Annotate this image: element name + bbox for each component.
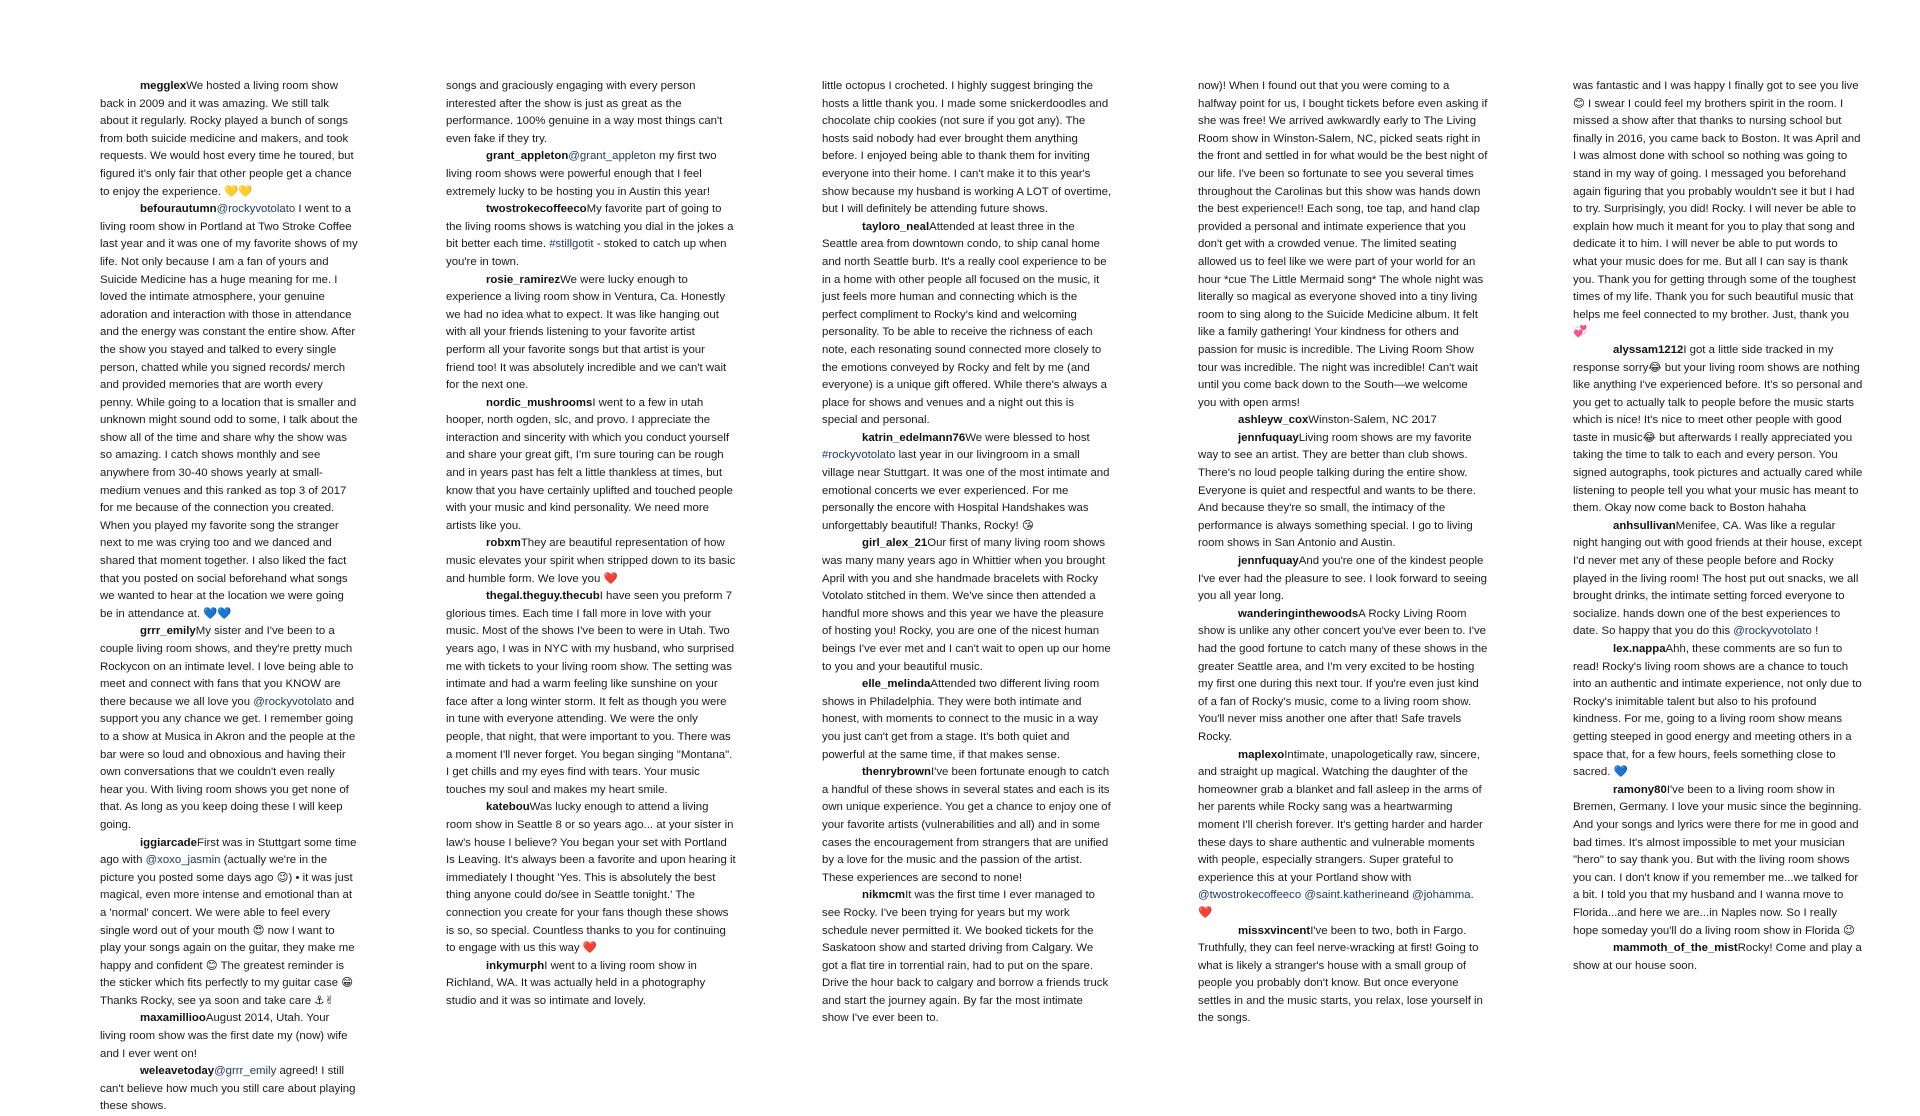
comment-username[interactable]: lex.nappa (1613, 643, 1666, 655)
comment-text: now)! When I found out that you were coming to a halfway point for us, I bought tickets before even asking if she was free! We arrived awkwardly early to The Living Room show in Winston-Salem, NC, picked seats right in the front and settled in for what would be the best night of our life. I've been so fortunate to see you several times throughout the Carolinas but this show was hands down the best experience!! Each song, toe tap, and hand clap provided a personal and intimate experience that you don't get with a crowded venue. The limited seating allowed us to feel like we were part of your world for an hour *cue The Little Mermaid song* The whole night was literally so magical as everyone shoved into a tiny living room to sing along to the Suicide Medicine album. It felt like a family gathering! Your kindness for others and passion for music is incredible. The Living Room Show tour was incredible. The night was incredible! Can't wait until you come back down to the South—we welcome you with open arms! (1198, 80, 1488, 409)
comment-text: I have seen you preform 7 glorious times. Each time I fall more in love with your music. Most of the shows I've been to were in Utah. Two years ago, I was in NYC with my husband, who surprised me with tickets to your living room show. The setting was intimate and had a warm feeling like sunshine on your face after a long winter storm. It felt as though you were in tune with everyone attending. We were the only people, that night, that were important to you. There was a moment I'll never forget. You began singing "Montana". I get chills and my eyes find with tears. Your music touches my soul and makes my heart smile. (446, 590, 735, 796)
comment (822, 78, 1112, 219)
comment (446, 148, 736, 201)
comment-text: my first two living room shows were powerful enough that I feel extremely lucky to be hosting you in Austin this year! (446, 150, 717, 198)
comment (100, 835, 358, 1011)
comment-username[interactable]: mammoth_of_the_mist (1613, 942, 1738, 955)
comment (822, 535, 1112, 676)
comment-username[interactable]: grrr_emily (140, 625, 196, 638)
comment-text: agreed! I still can't believe how much you still care about playing these shows. (100, 1065, 356, 1113)
comment-column-3 (822, 78, 1112, 1025)
comment-username[interactable]: ramony80 (1613, 783, 1667, 796)
comment-hashtag[interactable]: #rockyvotolato (822, 449, 896, 462)
comment-text: Was lucky enough to attend a living room show in Seattle 8 or so years ago... at your sister in law's house I believe? You began your set with Portland Is Leaving. It's always been a favorite and upon hearing it immediately I thought 'Yes. This is absolutely the best thing anyone could do/see in Seattle tonight.' The connection you create for your fans though these shows is so, so special. Countless thanks to you for continuing to engage with us this way ❤️ (446, 801, 736, 955)
comment-text: It was the first time I ever managed to see Rocky. I've been trying for years but my work schedule never permitted it. We booked tickets for the Saskatoon show and started driving from Calgary. We got a flat tire in torrential rain, had to put on the spare. Drive the hour back to calgary and borrow a friends truck and start the journey again. By far the most intimate show I've ever been to. (822, 889, 1109, 1025)
comment-username[interactable]: robxm (486, 537, 521, 550)
comment-username[interactable]: rosie_ramirez (486, 273, 561, 286)
comment-text: First was in Stuttgart some time ago with (100, 836, 357, 867)
comment (446, 78, 736, 148)
comment-username[interactable]: megglex (140, 80, 187, 92)
comment-text: I've been fortunate enough to catch a handful of these shows in several states and each is its own unique experience. You get a chance to enjoy one of your favorite artists (vulnerabilities and all) and in some cases the encouragement from strangers that are unified by a love for the music and the passion of the artist. These experiences are second to none! (822, 766, 1111, 884)
comment-text: I went to a living room show in Richland, WA. It was actually held in a photography studio and it was so intimate and lovely. (446, 959, 706, 1007)
comment (822, 676, 1112, 764)
comment (446, 395, 736, 536)
comment-text: Attended at least three in the Seattle area from downtown condo, to ship canal home and north Seattle burb. It's a really cool experience to be in a home with other people all focused on the music, it just feels more human and connecting which is the perfect compliment to Rocky's kind and welcoming personality. To be able to receive the richness of each note, each resonating sound connected more closely to the emotions conveyed by Rocky and felt by me (and everyone) is a unique gift offered. While there's always a place for shows and venues and a night out this is special and personal. (822, 220, 1107, 427)
comment-username[interactable]: jennfuquay (1238, 555, 1299, 568)
comment-username[interactable]: thenrybrown (862, 766, 931, 779)
comment-text: Winston-Salem, NC 2017 (1308, 414, 1437, 427)
comment-text: I went to a living room show in Portland at Two Stroke Coffee last year and it was one of my favorite shows of my life. Not only because I am a fan of yours and Suicide Medicine has a huge meaning for me. I loved the intimate atmosphere, your genuine adoration and interaction with those in attendance and the energy was constant the entire show. After the show you stayed and talked to every single person, chatted while you signed records/ merch and provided memories that are worth every penny. While going to a location that is smaller and unknown might sound odd to some, I talk about the show all of the time and share why the show was so amazing. I catch shows monthly and see anywhere from 30-40 shows yearly at small-medium venues and this ranked as top 3 of 2017 for me because of the connection you created. When you played my favorite song the stranger next to me was crying too and we danced and shared that moment together. I also liked the fact that you posted on social beforehand what songs we wanted to hear at the location we were going be in attendance at. 💙💙 (100, 203, 358, 620)
comment (1573, 940, 1863, 975)
comment (446, 588, 736, 799)
comment-mention[interactable]: @johamma (1412, 889, 1471, 902)
comment-column-2 (446, 78, 736, 1008)
comment-text: . ❤️ (1198, 889, 1474, 919)
comment-text: Attended two different living room shows in Philadelphia. They were both intimate and honest, with moments to connect to the music in a way you just can't get from a stage. It's both quiet and powerful at the same time, if that makes sense. (822, 678, 1100, 761)
comment-text: little octopus I crocheted. I highly suggest bringing the hosts a little thank you. I made some snickerdoodles and chocolate chip cookies (not sure if you got any). The hosts said nobody had ever brought them anything before. I enjoyed being able to thank them for inviting everyone into their home. I can't make it to this year's show because my husband is working A LOT of overtime, but I will definitely be attending future shows. (822, 80, 1112, 216)
comment (100, 201, 358, 623)
comment-mention[interactable]: @grant_appleton (568, 150, 656, 163)
comment (1198, 923, 1488, 1029)
comment-text: Living room shows are my favorite way to see an artist. They are better than club shows. There's no loud people talking during the entire show. Everyone is quiet and respectful and wants to be there. And because they're so small, the intimacy of the performance is always something special. I go to living room shows in San Antonio and Austin. (1198, 431, 1476, 550)
comment-username[interactable]: girl_alex_21 (862, 537, 928, 550)
comment-mention[interactable]: @rockyvotolato (216, 203, 296, 216)
comment-username[interactable]: katebou (486, 801, 530, 814)
comment (446, 799, 736, 957)
comment-text: A Rocky Living Room show is unlike any other concert you've ever been to. I've had the good fortune to catch many of these shows in the greater Seattle area, and I'm very excited to be hosting my first one during this next tour. If you're even just kind of a fan of Rocky's music, come to a living room show. You'll never miss another one after that! Safe travels Rocky. (1198, 607, 1488, 743)
comment (100, 1063, 358, 1116)
comment-text: We hosted a living room show back in 2009 and it was amazing. We still talk about it regularly. Rocky played a bunch of songs from both suicide medicine and makers, and took requests. We would host every time he toured, but figured it's only fair that other people get a chance to enjoy the experience. 💛💛 (100, 80, 354, 198)
comment (446, 272, 736, 395)
comment-mention[interactable]: @rockyvotolato (253, 695, 332, 708)
comment-column-4 (1198, 78, 1488, 1025)
comment-mention[interactable]: @twostrokecoffeeco (1198, 889, 1302, 902)
comment-column-1 (100, 78, 358, 1113)
comment-mention[interactable]: @saint.katherine (1304, 889, 1390, 902)
comment-text: They are beautiful representation of how music elevates your spirit when stripped down to its basic and humble form. We love you ❤️ (446, 537, 736, 585)
comment-text: was fantastic and I was happy I finally got to see you live 😊 I swear I could feel my brothers spirit in the room. I missed a show after that thanks to nursing school but finally in 2016, you came back to Boston. It was April and I was almost done with school so nothing was going to stand in my way of going. I messaged you beforehand again figuring that you probably wouldn't see it but I had to try. Surprisingly, you did! Rocky. I will never be able to explain how much it meant for you to play that song and dedicate it to him. I will never be able to put words to what your music does for me. But all I can say is thank you. Thank you for getting through some of the toughest times of my life. Thank you for such beautiful music that helps me feel connected to my brother. Just, thank you 💞 (1573, 80, 1861, 339)
comment (100, 623, 358, 834)
comment-username[interactable]: jennfuquay (1238, 431, 1299, 444)
comment-username[interactable]: twostrokecoffeeco (486, 203, 587, 216)
comment-text: My sister and I've been to a couple living room shows, and they're pretty much Rockycon on an intimate level. I love being able to meet and connect with fans that you KNOW are there because we all love you (100, 625, 354, 708)
comment-username[interactable]: alyssam1212 (1613, 343, 1684, 356)
comment (1573, 641, 1863, 782)
comment-mention[interactable]: @xoxo_jasmin (145, 854, 221, 867)
comment-text: last year in our livingroom in a small village near Stuttgart. It was one of the most intimate and emotional concerts we ever experienced. For me personally the encore with Hospital Handshakes was unforgettably beautiful! Thanks, Rocky! 😘 (822, 449, 1110, 532)
comment (1198, 553, 1488, 606)
comment (1198, 747, 1488, 923)
comment-username[interactable]: maxamillioo (140, 1012, 206, 1025)
comment-text: My favorite part of going to the living rooms shows is watching you dial in the jokes a bit better each time. (446, 203, 734, 251)
comment (1573, 342, 1863, 518)
comment-username[interactable]: katrin_edelmann76 (862, 431, 966, 444)
comment-text: We were lucky enough to experience a living room show in Ventura, Ca. Honestly we had no idea what to expect. It was like hanging out with all your friends listening to your favorite artist perform all your favorite songs but that artist is your friend too! It was absolutely incredible and we can't wait for the next one. (446, 273, 727, 392)
comment-text: August 2014, Utah. Your living room show was the first date my (now) wife and I ever went on! (100, 1012, 348, 1060)
comment-text: (actually we're in the picture you posted some days ago 😉) • it was just magical, even more intense and emotional than at a 'normal' concert. We were able to feel every single word out of your mouth 😍 now I want to play your songs again on the guitar, they make me happy and confident 😊 The greatest reminder is the sticker which fits perfectly to my guitar case 😁 Thanks Rocky, see ya soon and take care ⚓✌ (100, 854, 355, 1007)
comment-text: ! (1811, 625, 1819, 638)
comment-text: I got a little side tracked in my response sorry😂 but your living room shows are nothing like anything I've experienced before. It's so personal and you get to actually talk to people before the music starts which is nice! It's nice to meet other people with good taste in music😂 but afterwards I really appreciated you taking the time to talk to each and every person. You signed autographs, took pictures and actually cared while listening to people tell you what your music has meant to them. Okay now come back to Boston hahaha (1573, 343, 1863, 515)
comment-username[interactable]: wanderinginthewoods (1238, 607, 1359, 620)
comment (1573, 518, 1863, 641)
comment-text: - stoked to catch up when you're in town. (446, 238, 727, 268)
comment (1198, 78, 1488, 412)
comment-mention[interactable]: @grrr_emily (214, 1065, 277, 1078)
comment-text: Intimate, unapologetically raw, sincere, and straight up magical. Watching the daughter of the homeowner grab a blanket and fall asleep in the arms of her parents while Rocky sang was a heartwarming moment I'll cherish forever. It's getting harder and harder these days to share authentic and vulnerable moments with people, especially strangers. Super grateful to experience this at your Portland show with (1198, 748, 1483, 884)
comment-column-5 (1573, 78, 1863, 1008)
comment (100, 1010, 358, 1063)
comment (822, 430, 1112, 536)
comment (822, 764, 1112, 887)
comment-username[interactable]: missxvincent (1238, 924, 1311, 937)
comment-username[interactable]: elle_melinda (862, 678, 931, 691)
comment-text: songs and graciously engaging with every person interested after the show is just as great as the performance. 100% genuine in a way most things can't even fake if they try. (446, 80, 723, 145)
comment-mention[interactable]: @rockyvotolato (1733, 625, 1812, 638)
comment (1573, 782, 1863, 940)
comment-text: I've been to a living room show in Bremen, Germany. I love your music since the beginning. And your songs and lyrics were there for me in good and bad times. It's almost impossible to met your musician "hero" to say thank you. But with the living room shows you can. I don't know if you remember me...we talked for a bit. I told you that my husband and I wanna move to Florida...and here we are...in Naples now. So I really hope someday you'll do a living room show in Florida 😉 (1573, 783, 1862, 937)
comment-text: Menifee, CA. Was like a regular night hanging out with good friends at their house, except I'd never met any of these people before and Rocky played in the living room! The host put out snacks, we all brought drinks, the intimate setting forced everyone to socialize. hands down one of the best experiences to date. So happy that you do this (1573, 519, 1862, 638)
comment (1198, 412, 1488, 430)
comment-text: And you're one of the kindest people I've ever had the pleasure to see. I look forward to seeing you all year long. (1198, 555, 1488, 603)
comment-text: and (1390, 889, 1413, 902)
comment-username[interactable]: maplexo (1238, 748, 1285, 761)
comment-username[interactable]: weleavetoday (140, 1065, 215, 1078)
comment-text: and support you any chance we get. I remember going to a show at Musica in Akron and the people at the bar were so loud and obnoxious and having their own conversations that we couldn't even really hear you. With living room shows you get none of that. As long as you keep doing these I will keep going. (100, 695, 356, 831)
comment (1198, 430, 1488, 553)
comment (100, 78, 358, 201)
comment-username[interactable]: tayloro_neal (862, 220, 930, 233)
comment-text: Ahh, these comments are so fun to read! Rocky's living room shows are a chance to touch into an authentic and intimate experience, not only due to Rocky's inimitable talent but also to his profound kindness. For me, going to a living room show means getting steeped in good energy and meeting others in a space that, for a few hours, feels something close to sacred. 💙 (1573, 643, 1862, 779)
comment (1573, 78, 1863, 342)
comment-username[interactable]: anhsullivan (1613, 519, 1676, 532)
comment-hashtag[interactable]: #stillgotit (549, 238, 594, 251)
comment-text: We were blessed to host (965, 431, 1090, 444)
comment-username[interactable]: iggiarcade (140, 836, 197, 849)
comment-text: Our first of many living room shows was many many years ago in Whittier when you brought April with you and she handmade bracelets with Rocky Votolato stitched in them. We've since then attended a handful more shows and this year we have the pleasure of hosting you! Rocky, you are one of the nicest human beings I've ever met and I can't wait to open up our home to you and your beautiful music. (822, 537, 1111, 673)
comment (446, 958, 736, 1011)
comment-text: Rocky! Come and play a show at our house soon. (1573, 942, 1862, 972)
comment (446, 201, 736, 271)
comment (446, 535, 736, 588)
comment-username[interactable]: nikmcm (862, 889, 906, 902)
comment-username[interactable]: inkymurph (486, 959, 545, 972)
comment-text: I've been to two, both in Fargo. Truthfully, they can feel nerve-wracking at first! Going to what is likely a stranger's house with a small group of people you probably don't know. But once everyone settles in and the music starts, you relax, lose yourself in the songs. (1198, 924, 1483, 1025)
comment-username[interactable]: nordic_mushrooms (486, 396, 593, 409)
comment (822, 219, 1112, 430)
comment (1198, 606, 1488, 747)
comment-username[interactable]: befourautumn (140, 203, 217, 216)
comment-username[interactable]: thegal.theguy.thecub (486, 590, 600, 603)
comment-username[interactable]: ashleyw_cox (1238, 414, 1309, 427)
comment-text: I went to a few in utah hooper, north ogden, slc, and provo. I appreciate the interaction and sincerity with which you conduct yourself and share your great gift, I'm sure touring can be rough and in years past has felt a little thankless at times, but know that you have certainly uplifted and touched people with your music and kind personality. We need more artists like you. (446, 396, 733, 532)
comment (822, 887, 1112, 1028)
comment-username[interactable]: grant_appleton (486, 150, 569, 163)
